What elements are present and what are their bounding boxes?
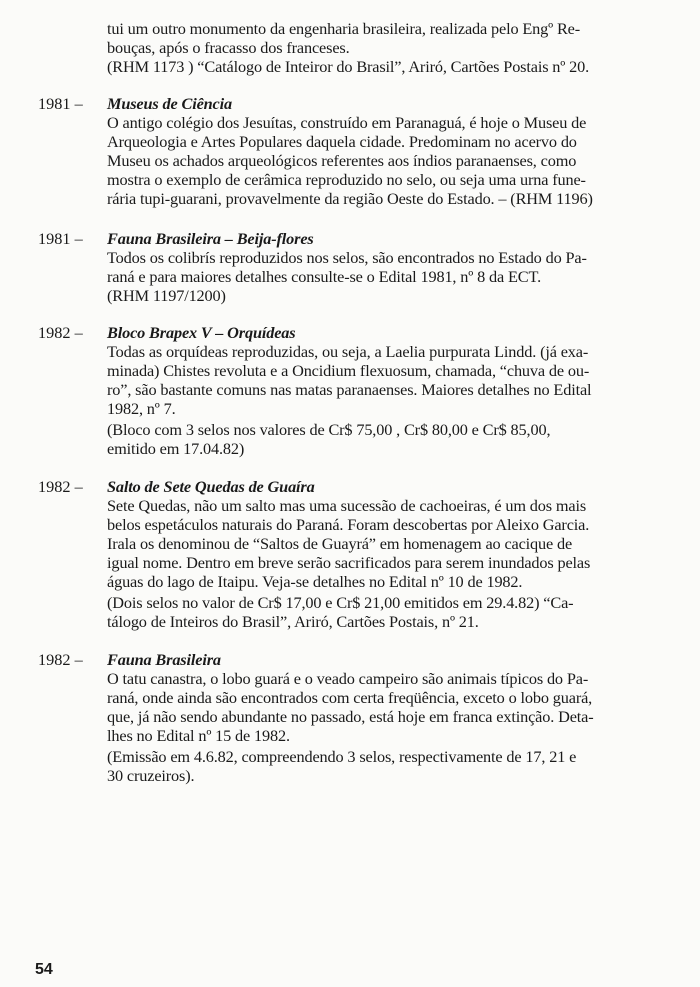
page-number: 54: [35, 961, 53, 978]
entry-line: emitido em 17.04.82): [107, 439, 245, 458]
entry-line: Sete Quedas, não um salto mas uma sucessão de cachoeiras, é um dos mais: [107, 496, 587, 515]
entry-line: Museu os achados arqueológicos referentes aos índios paranaenses, como: [107, 151, 577, 170]
entry-line: rária tupi-guarani, provavelmente da região Oeste do Estado. – (RHM 1196): [107, 189, 593, 208]
entry-line: (Dois selos no valor de Cr$ 17,00 e Cr$ 21,00 emitidos em 29.4.82) “Ca-: [107, 593, 574, 612]
entry-line: lhes no Edital nº 15 de 1982.: [107, 726, 290, 745]
entry-title: Salto de Sete Quedas de Guaíra: [107, 477, 315, 496]
intro-line: (RHM 1173 ) “Catálogo de Inteiror do Brasil”, Ariró, Cartões Postais nº 20.: [107, 57, 590, 76]
entry-line: tálogo de Inteiros do Brasil”, Ariró, Cartões Postais, nº 21.: [107, 612, 479, 631]
intro-line: bouças, após o fracasso dos franceses.: [107, 38, 350, 57]
entry-line: 30 cruzeiros).: [107, 766, 195, 785]
entry-line: O antigo colégio dos Jesuítas, construído em Paranaguá, é hoje o Museu de: [107, 113, 587, 132]
entry-line: que, já não sendo abundante no passado, está hoje em franca extinção. Deta-: [107, 707, 594, 726]
entry-line: 1982, nº 7.: [107, 399, 176, 418]
entry-line: Todas as orquídeas reproduzidas, ou seja, a Laelia purpurata Lindd. (já exa-: [107, 342, 589, 361]
entry-line: igual nome. Dentro em breve serão sacrificados para serem inundados pelas: [107, 553, 591, 572]
entry-title: Fauna Brasileira – Beija-flores: [107, 229, 314, 248]
entry-line: Irala os denominou de “Saltos de Guayrá” em homenagem ao cacique de: [107, 534, 573, 553]
entry-line: (Bloco com 3 selos nos valores de Cr$ 75,00 , Cr$ 80,00 e Cr$ 85,00,: [107, 420, 551, 439]
entry-line: (Emissão em 4.6.82, compreendendo 3 selos, respectivamente de 17, 21 e: [107, 747, 577, 766]
entry-year: 1982 –: [38, 477, 83, 496]
entry-line: Arqueologia e Artes Populares daquela cidade. Predominam no acervo do: [107, 132, 577, 151]
entry-year: 1981 –: [38, 94, 83, 113]
entry-year: 1982 –: [38, 650, 83, 669]
entry-title: Museus de Ciência: [107, 94, 232, 113]
entry-line: minada) Chistes revoluta e a Oncidium flexuosum, chamada, “chuva de ou-: [107, 361, 590, 380]
entry-line: Todos os colibrís reproduzidos nos selos, são encontrados no Estado do Pa-: [107, 248, 587, 267]
entry-line: O tatu canastra, o lobo guará e o veado campeiro são animais típicos do Pa-: [107, 669, 589, 688]
intro-line: tui um outro monumento da engenharia brasileira, realizada pelo Engº Re-: [107, 19, 581, 38]
entry-title: Fauna Brasileira: [107, 650, 221, 669]
entry-year: 1981 –: [38, 229, 83, 248]
entry-line: águas do lago de Itaipu. Veja-se detalhes no Edital nº 10 de 1982.: [107, 572, 523, 591]
entry-year: 1982 –: [38, 323, 83, 342]
entry-title: Bloco Brapex V – Orquídeas: [107, 323, 296, 342]
entry-line: raná e para maiores detalhes consulte-se o Edital 1981, nº 8 da ECT.: [107, 267, 541, 286]
entry-line: belos espetáculos naturais do Paraná. Foram descobertas por Aleixo Garcia.: [107, 515, 590, 534]
entry-line: raná, onde ainda são encontrados com certa freqüência, exceto o lobo guará,: [107, 688, 593, 707]
entry-line: ro”, são bastante comuns nas matas paranaenses. Maiores detalhes no Edital: [107, 380, 592, 399]
entry-line: mostra o exemplo de cerâmica reproduzido no selo, ou seja uma urna fune-: [107, 170, 586, 189]
entry-line: (RHM 1197/1200): [107, 286, 226, 305]
